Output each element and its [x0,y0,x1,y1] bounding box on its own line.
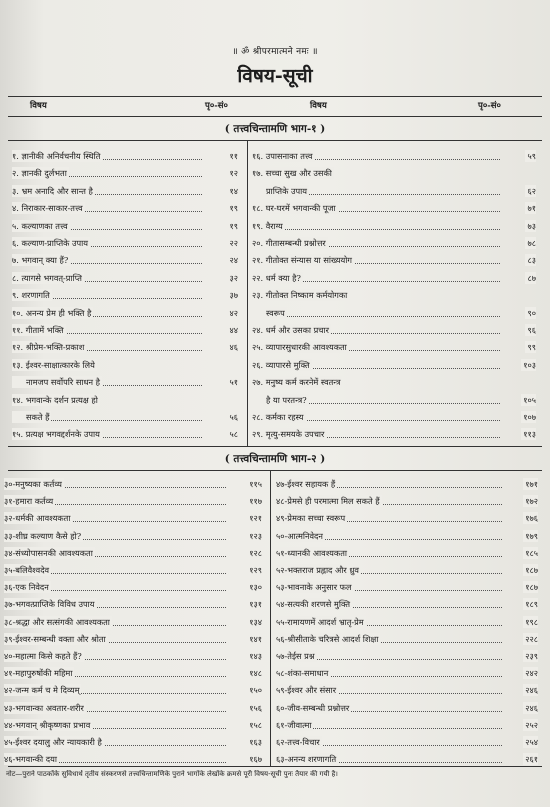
toc-entry-title: ४०-महात्मा किसे कहते हैं? [4,651,82,661]
toc-entry-title: २७. मनुष्य कर्म करनेमें स्वतन्त्र [252,377,341,388]
toc-entry-page: १५० [249,685,262,696]
toc-entry-page: ५९ [527,151,536,161]
toc-entry [12,185,242,197]
toc-entry [252,289,540,301]
toc-entry [12,324,242,336]
toc-entry-page: १५६ [249,702,262,713]
toc-entry-page: २४६ [525,685,538,696]
toc-entry-title: प्राप्तिके उपाय [252,185,309,197]
toc-entry-page: १३१ [249,599,262,610]
section-title-part-1: ( तत्त्वचिन्तामणि भाग-१ ) [224,123,326,135]
toc-entry-title: ४४-भगवान् श्रीकृष्णका प्रभाव [4,719,91,730]
toc-entry-title: ५८-शंका-समाधान [276,668,329,679]
toc-entry-page: १४३ [249,651,262,661]
toc-entry-title: ५५-रामायणमें आदर्श भ्रातृ-प्रेम [276,616,364,627]
toc-entry-page: १९ [229,220,238,231]
leader-dots [252,220,500,230]
toc-entry-title: १४. भगवान्के दर्शन प्रत्यक्ष हो [12,394,98,405]
toc-entry [4,512,266,524]
toc-entry-title: ४६-भगवान्की दया [4,754,57,765]
toc-entry-title: ४८-प्रेमसे ही परमात्मा मिल सकते हैं [276,496,380,507]
right-page-header: पृ०-सं० [478,101,501,111]
toc-entry-title: ३७-भगवत्प्राप्तिके विविध उपाय [4,599,95,610]
toc-entry-page: १४८ [249,668,262,679]
toc-entry-title: २४. धर्म और उसका प्रचार [252,325,329,335]
toc-entry-title: ७. भगवान् क्या हैं? [12,255,69,266]
toc-entry-page: १७६ [525,513,538,524]
toc-entry-page: ११५ [249,479,262,489]
toc-entry-page: ८३ [527,255,536,266]
toc-entry [4,650,266,662]
toc-entry-title: ८. त्यागसे भगवत्-प्राप्ति [12,272,82,283]
toc-entry-title: १३. ईश्वर-साक्षात्कारके लिये [12,359,95,370]
toc-entry-title: ३४-संध्योपासनकी आवश्यकता [4,547,93,558]
toc-entry-page: २५४ [525,737,538,747]
toc-entry-page: १२९ [249,565,262,575]
toc-entry [4,616,266,628]
toc-entry [252,394,540,406]
footnote-rule [8,766,542,767]
toc-entry-page: ७८ [527,238,536,248]
toc-entry-page: १०७ [523,412,536,422]
toc-entry [12,359,242,371]
invocation-line: ॥ ॐ श्रीपरमात्मने नमः ॥ [232,47,318,57]
part-1-bottom-rule [8,446,542,447]
header-bottom-rule [8,116,542,117]
toc-entry [252,341,540,353]
toc-entry [252,359,540,371]
toc-entry [12,394,242,406]
toc-entry-page: ३७ [229,290,238,301]
toc-entry [252,272,540,284]
toc-entry-page: ४२ [229,307,238,318]
toc-entry-page: १७१ [525,479,538,489]
toc-entry-page: १४१ [249,633,262,644]
toc-entry-page: ५८ [229,429,238,440]
toc-entry [12,341,242,353]
toc-entry-page: २४२ [525,668,538,679]
toc-entry-page: १४ [229,185,238,196]
toc-entry-title: ६२-तत्त्व-विचार [276,737,320,747]
toc-entry-title: ३०-मनुष्यका कर्तव्य [4,479,62,489]
left-subject-header: विषय [30,101,47,111]
toc-entry-title: ११. गीतामें भक्ति [12,325,64,335]
toc-entry [252,307,540,319]
toc-entry-title: १९. वैराग्य [252,220,283,231]
toc-entry-page: १९८ [525,616,538,627]
toc-entry-title: सकते हैं [12,411,51,423]
toc-entry-title: २६. व्यापारसे मुक्ति [252,359,310,370]
toc-entry [276,478,542,490]
toc-entry-title: ५१-ध्यानकी आवश्यकता [276,547,348,558]
toc-entry [276,667,542,679]
toc-entry-title: है या परतन्त्र? [252,394,309,406]
toc-entry-title: ६३-अनन्य शरणागति [276,754,337,765]
toc-entry-title: ४२-जन्म कर्म च मे दिव्यम् [4,685,80,696]
toc-entry-title: ३५-बलिवैश्वदेव [4,565,50,575]
toc-entry-page: ८७ [527,272,536,283]
toc-entry-title: १७. सच्चा सुख और उसकी [252,168,332,179]
toc-entry-title: ४. निराकार-साकार-तत्त्व [12,203,83,214]
toc-entry [4,667,266,679]
toc-entry [252,202,540,214]
section-title-part-2: ( तत्त्वचिन्तामणि भाग-२ ) [224,453,326,465]
toc-entry-page: १८९ [525,599,538,610]
toc-entry-page: २२८ [525,633,538,644]
toc-entry [252,167,540,179]
toc-entry [276,753,542,765]
toc-entry-title: २१. गीतोक्त संन्यास या सांख्ययोग [252,255,352,266]
toc-entry-title: ६. कल्याण-प्राप्तिके उपाय [12,238,89,248]
toc-entry [4,581,266,593]
toc-entry [12,220,242,232]
toc-entry-page: १२ [229,168,238,179]
toc-entry [12,254,242,266]
header-top-rule [8,96,542,97]
toc-entry-page: ११ [229,151,238,161]
toc-entry-page: १६७ [249,754,262,765]
leader-dots [252,307,500,317]
toc-entry [252,237,540,249]
toc-entry-page: १२३ [249,530,262,541]
toc-entry-page: १०५ [523,394,536,405]
toc-entry-page: ४६ [229,342,238,353]
left-page-header: पृ०-सं० [205,101,228,111]
toc-entry [276,495,542,507]
toc-entry-page: ३२ [229,272,238,283]
toc-entry [276,650,542,662]
toc-entry-title: २८. कर्मका रहस्य [252,412,304,422]
toc-entry-title: ३६-एक निवेदन [4,582,49,593]
column-divider-2 [270,470,271,766]
toc-entry [12,376,242,388]
toc-entry-title: ५२-भक्तराज प्रह्लाद और ध्रुव [276,565,359,575]
toc-entry [276,616,542,628]
toc-entry-title: ५७-तेईस प्रश्न [276,651,315,661]
toc-entry-page: १०३ [523,359,536,370]
toc-entry [12,428,242,440]
toc-entry-title: नामजप सर्वोपरि साधन है [12,376,102,388]
toc-entry-page: १८७ [525,582,538,593]
toc-entry [252,324,540,336]
toc-entry-title: ४१-महापुरुषोंकी महिमा [4,668,73,679]
toc-entry-page: ११३ [523,429,536,440]
toc-entry-page: ७३ [527,220,536,231]
toc-entry-page: २३९ [525,651,538,661]
toc-entry-page: १५८ [249,719,262,730]
toc-entry-title: ३. भ्रम अनादि और सान्त है [12,185,93,196]
toc-entry [252,220,540,232]
toc-entry-title: ४९-प्रेमका सच्चा स्वरूप [276,513,346,524]
toc-entry-page: १२८ [249,547,262,558]
toc-entry-page: १२१ [249,513,262,524]
toc-entry-title: ४३-भगवान्का अवतार-शरीर [4,702,84,713]
toc-entry [4,564,266,576]
toc-entry [4,495,266,507]
toc-entry-title: १. ज्ञानीकी अनिर्वचनीय स्थिति [12,151,101,161]
toc-entry [276,736,542,748]
page-title: विषय-सूची [237,65,313,87]
toc-entry-title: ५. कल्याणका तत्त्व [12,220,68,231]
toc-entry-title: ४७-ईश्वर सहायक हैं [276,479,336,489]
toc-entry-page: १८७ [525,565,538,575]
toc-entry [276,702,542,714]
toc-entry [4,753,266,765]
toc-entry-title: ६०-जीव-सम्बन्धी प्रश्नोत्तर [276,702,350,713]
toc-entry-page: २४ [229,255,238,266]
toc-entry-title: ५९-ईश्वर और संसार [276,685,337,696]
toc-entry [12,411,242,423]
toc-entry [252,376,540,388]
toc-entry-page: १९ [229,203,238,214]
toc-entry [4,633,266,645]
footnote: नोट—पुराने पाठकोंके सुविधार्थ तृतीय संस्करणसे तत्त्वचिन्तामणिके पुराने भागोंके लेखोंके क्रमसे पूरी विषय-सूची पुनः तैयार की गयी है। [6,770,338,778]
toc-entry [4,719,266,731]
toc-entry [4,598,266,610]
toc-entry-title: ३१-हमारा कर्तव्य [4,496,54,507]
toc-entry [276,564,542,576]
toc-entry [12,307,242,319]
toc-entry [4,547,266,559]
toc-entry-page: ५१ [229,377,238,388]
toc-entry-page: २४६ [525,702,538,713]
toc-entry [12,289,242,301]
toc-entry [276,598,542,610]
toc-entry-title: १२. श्रीप्रेम-भक्ति-प्रकाश [12,342,85,353]
toc-entry [276,633,542,645]
toc-entry-title: १८. घर-घरमें भगवान्की पूजा [252,203,336,214]
toc-entry [276,684,542,696]
toc-entry-title: २०. गीतासम्बन्धी प्रश्नोत्तर [252,238,326,248]
toc-entry [4,478,266,490]
toc-entry [4,702,266,714]
toc-entry [12,202,242,214]
toc-entry-title: २३. गीतोक्त निष्काम कर्मयोगका [252,290,348,301]
toc-entry-title: ३३-शीघ्र कल्याण कैसे हो? [4,530,82,541]
toc-entry [4,530,266,542]
toc-entry-page: १७९ [525,530,538,541]
toc-entry-page: २५२ [525,719,538,730]
toc-entry-title: ३८-श्रद्धा और सत्संगकी आवश्यकता [4,616,110,627]
toc-entry-page: १८५ [525,547,538,558]
toc-entry-title: ९. शरणागति [12,290,50,301]
toc-entry [276,547,542,559]
toc-entry-page: ४४ [229,325,238,335]
toc-entry-page: १३० [249,582,262,593]
toc-entry-page: ७१ [527,203,536,214]
toc-entry-page: ९६ [527,325,536,335]
toc-entry [276,512,542,524]
toc-entry-title: २. ज्ञानकी दुर्लभता [12,168,67,179]
toc-entry-page: २६१ [525,754,538,765]
toc-entry [4,684,266,696]
toc-entry [12,150,242,162]
toc-entry-page: २२ [229,238,238,248]
section-2-rule [8,470,542,471]
column-divider-1 [247,140,248,446]
section-1-rule [8,140,542,141]
toc-entry-title: ४५-ईश्वर दयालु और न्यायकारी है [4,737,102,747]
toc-entry-title: स्वरूप [252,307,287,319]
toc-entry-title: ५४-सत्यकी शरणसे मुक्ति [276,599,350,610]
toc-entry-page: १३४ [249,616,262,627]
toc-entry [276,530,542,542]
toc-entry-title: ३९-ईश्वर-सम्बन्धी वक्ता और श्रोता [4,633,106,644]
toc-entry-title: २९. मृत्यु-समयके उपचार [252,429,325,440]
toc-entry-page: ११७ [249,496,262,507]
toc-entry [252,185,540,197]
toc-entry [12,272,242,284]
toc-entry-title: ६१-जीवात्मा [276,719,312,730]
toc-entry [252,411,540,423]
toc-entry [12,237,242,249]
toc-entry-page: ६२ [527,185,536,196]
toc-entry [252,150,540,162]
toc-entry-page: ५६ [229,412,238,422]
toc-entry-title: २५. व्यापारसुधारकी आवश्यकता [252,342,347,353]
toc-entry [252,428,540,440]
toc-entry-page: ९९ [527,342,536,353]
toc-entry-title: १५. प्रत्यक्ष भगवद्दर्शनके उपाय [12,429,100,440]
right-subject-header: विषय [310,101,327,111]
toc-entry [4,736,266,748]
toc-entry-title: ३२-धर्मकी आवश्यकता [4,513,71,524]
toc-entry [276,581,542,593]
toc-entry-title: १०. अनन्य प्रेम ही भक्ति है [12,307,92,318]
toc-entry-page: १६३ [249,737,262,747]
toc-entry-page: ९० [527,307,536,318]
toc-entry-title: १६. उपासनाका तत्त्व [252,151,313,161]
toc-entry-title: ५६-श्रीसीताके चरित्रसे आदर्श शिक्षा [276,633,379,644]
toc-entry-title: २२. धर्म क्या है? [252,272,301,283]
toc-entry [276,719,542,731]
toc-entry-title: ५३-भावनाके अनुसार फल [276,582,352,593]
toc-entry [252,254,540,266]
toc-entry-title: ५०-आत्मनिवेदन [276,530,323,541]
toc-entry-page: १७२ [525,496,538,507]
toc-entry [12,167,242,179]
